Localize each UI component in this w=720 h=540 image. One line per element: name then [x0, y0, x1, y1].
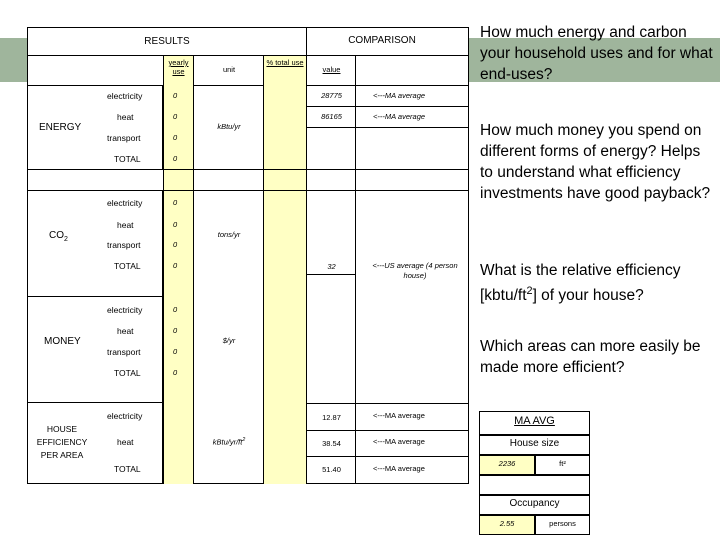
occupancy-value: 2.55 [499, 519, 515, 528]
row-label-total: TOTAL [114, 154, 141, 164]
spacer-row-2 [27, 276, 163, 297]
co2-total-value: 0 [173, 261, 178, 270]
money-heat-value: 0 [173, 326, 178, 335]
money-unit: $/yr [222, 336, 236, 345]
results-header: RESULTS [144, 36, 190, 47]
row-label-total: TOTAL [114, 464, 141, 474]
row-label-heat: heat [117, 112, 134, 122]
occupancy-unit: persons [549, 519, 576, 528]
ma-avg-spacer [479, 475, 590, 495]
row-label-transport: transport [107, 133, 141, 143]
question-energy-carbon: How much energy and carbon your household uses and for what end-uses? [480, 24, 713, 83]
question-money: How much money you spend on different forms of energy? Helps to understand what efficiency investments have good payback? [480, 122, 711, 202]
yearly-use-column [163, 56, 194, 484]
spacer-row-1 [27, 170, 469, 191]
row-label-heat: heat [117, 437, 134, 447]
co2-comparison-note: <---US average (4 person house) [372, 261, 458, 280]
efficiency-comparison-note-1: <---MA average [373, 411, 425, 420]
results-comparison-divider [27, 27, 307, 56]
spacer-row-3 [27, 382, 163, 403]
energy-comparison-note-1: <---MA average [373, 91, 426, 100]
co2-comparison-value: 32 [327, 262, 336, 271]
comparison-header: COMPARISON [348, 35, 416, 46]
co2-unit: tons/yr [217, 230, 241, 239]
row-label-electricity: electricity [107, 305, 143, 315]
energy-total-value: 0 [173, 154, 178, 163]
efficiency-comparison-note-2: <---MA average [373, 437, 425, 446]
efficiency-label: HOUSE EFFICIENCY PER AREA [36, 424, 88, 460]
co2-heat-value: 0 [173, 220, 178, 229]
efficiency-comparison-value-3: 51.40 [322, 465, 341, 474]
house-size-unit: ft² [559, 459, 566, 468]
row-label-transport: transport [107, 347, 141, 357]
energy-heat-value: 0 [173, 112, 178, 121]
money-transport-value: 0 [173, 347, 178, 356]
efficiency-comparison-value-1: 12.87 [322, 413, 341, 422]
divider [307, 430, 469, 431]
question-easy-efficiency: Which areas can more easily be made more efficient? [480, 338, 701, 376]
divider [307, 274, 356, 275]
efficiency-comparison-value-2: 38.54 [322, 439, 341, 448]
co2-label: $CO_2$ [49, 230, 68, 243]
row-label-electricity: electricity [107, 411, 143, 421]
money-electricity-value: 0 [173, 305, 178, 314]
energy-unit: kBtu/yr [217, 122, 241, 131]
money-label: MONEY [44, 336, 81, 347]
efficiency-label-cell [27, 403, 163, 484]
col-value: value [322, 65, 341, 74]
row-label-heat: heat [117, 326, 134, 336]
energy-comparison-row-2 [307, 107, 469, 128]
question-efficiency: What is the relative efficiency $[kbtu/ft^2]$ of your house? [480, 262, 681, 305]
efficiency-unit: kBtu/$yr/ft^2$ [212, 437, 246, 447]
efficiency-comparison-note-3: <---MA average [373, 464, 425, 473]
row-label-electricity: electricity [107, 91, 143, 101]
energy-comparison-value-1: 28775 [321, 91, 342, 100]
energy-comparison-note-2: <---MA average [373, 112, 426, 121]
row-label-electricity: electricity [107, 198, 143, 208]
energy-comparison-row-1 [307, 86, 469, 107]
house-size-value: 2236 [498, 459, 516, 468]
energy-label-cell [27, 86, 163, 170]
row-label-heat: heat [117, 220, 134, 230]
row-label-total: TOTAL [114, 368, 141, 378]
co2-transport-value: 0 [173, 240, 178, 249]
row-label-total: TOTAL [114, 261, 141, 271]
col-pct-total-use: % total use [266, 58, 304, 67]
energy-electricity-value: 0 [173, 91, 178, 100]
row-label-transport: transport [107, 240, 141, 250]
occupancy-label: Occupancy [509, 498, 560, 509]
ma-avg-title: MA AVG [514, 415, 555, 427]
energy-transport-value: 0 [173, 133, 178, 142]
money-total-value: 0 [173, 368, 178, 377]
results-table [27, 27, 469, 484]
pct-total-column [263, 56, 307, 484]
col-yearly-use: yearly use [168, 58, 189, 76]
house-size-label: House size [509, 438, 560, 449]
col-unit: unit [222, 65, 236, 74]
co2-electricity-value: 0 [173, 198, 178, 207]
divider [307, 403, 469, 404]
energy-label: ENERGY [39, 122, 82, 133]
divider [307, 456, 469, 457]
energy-comparison-value-2: 86165 [321, 112, 342, 121]
